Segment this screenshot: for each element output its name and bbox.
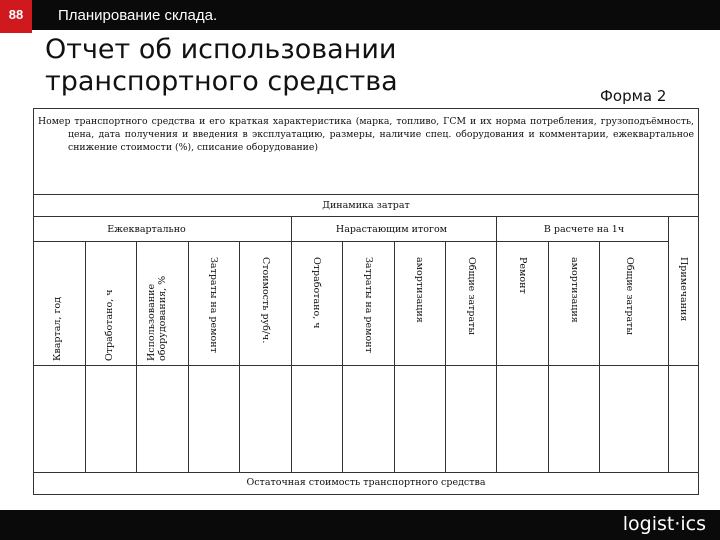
column-depreciation-cumulative: амортизация	[414, 257, 425, 323]
column-repair-costs: Затраты на ремонт	[208, 257, 219, 353]
column-repair-per-hour: Ремонт	[517, 257, 528, 294]
form-label: Форма 2	[600, 87, 667, 105]
column-total-costs-cumulative: Общие затраты	[466, 257, 477, 335]
residual-value-label: Остаточная стоимость транспортного средства	[246, 477, 486, 488]
group-per-hour: В расчете на 1ч	[543, 224, 625, 235]
column-cost-per-hour: Стоимость руб/ч.	[260, 257, 271, 344]
divider-groups	[34, 241, 668, 242]
brand-logo: logist·ics	[622, 513, 706, 535]
column-hours-worked: Отработано, ч	[104, 289, 115, 361]
page-title: Отчет об использовании транспортного средства	[45, 34, 398, 97]
column-repair-costs-cumulative: Затраты на ремонт	[363, 257, 374, 353]
column-quarter-year: Квартал, год	[52, 297, 63, 361]
section-title: Планирование склада.	[58, 7, 218, 24]
group-cumulative: Нарастающим итогом	[335, 224, 448, 235]
column-depreciation-per-hour: амортизация	[569, 257, 580, 323]
group-quarterly: Ежеквартально	[107, 224, 186, 235]
divider-rows	[34, 472, 698, 473]
column-notes: Примечания	[678, 257, 689, 322]
column-equipment-usage: Использование оборудования, %	[146, 275, 168, 361]
page-number: 88	[0, 0, 32, 33]
column-total-costs-per-hour: Общие затраты	[624, 257, 635, 335]
divider-description	[34, 194, 698, 195]
divider-dynamics	[34, 216, 698, 217]
report-form	[33, 108, 699, 495]
vehicle-description: Номер транспортного средства и его краткая характеристика (марка, топливо, ГСМ и их норма потребления, грузоподъёмность, цена, дата получения и введения в эксплуатацию, размеры, наличие спец. оборудования и комментарии, ежеквартальное снижение стоимости (%), списание оборудование)	[38, 116, 694, 153]
footer-bar	[0, 510, 720, 540]
dynamics-header: Динамика затрат	[322, 200, 410, 211]
column-hours-worked-cumulative: Отработано, ч	[311, 257, 322, 329]
